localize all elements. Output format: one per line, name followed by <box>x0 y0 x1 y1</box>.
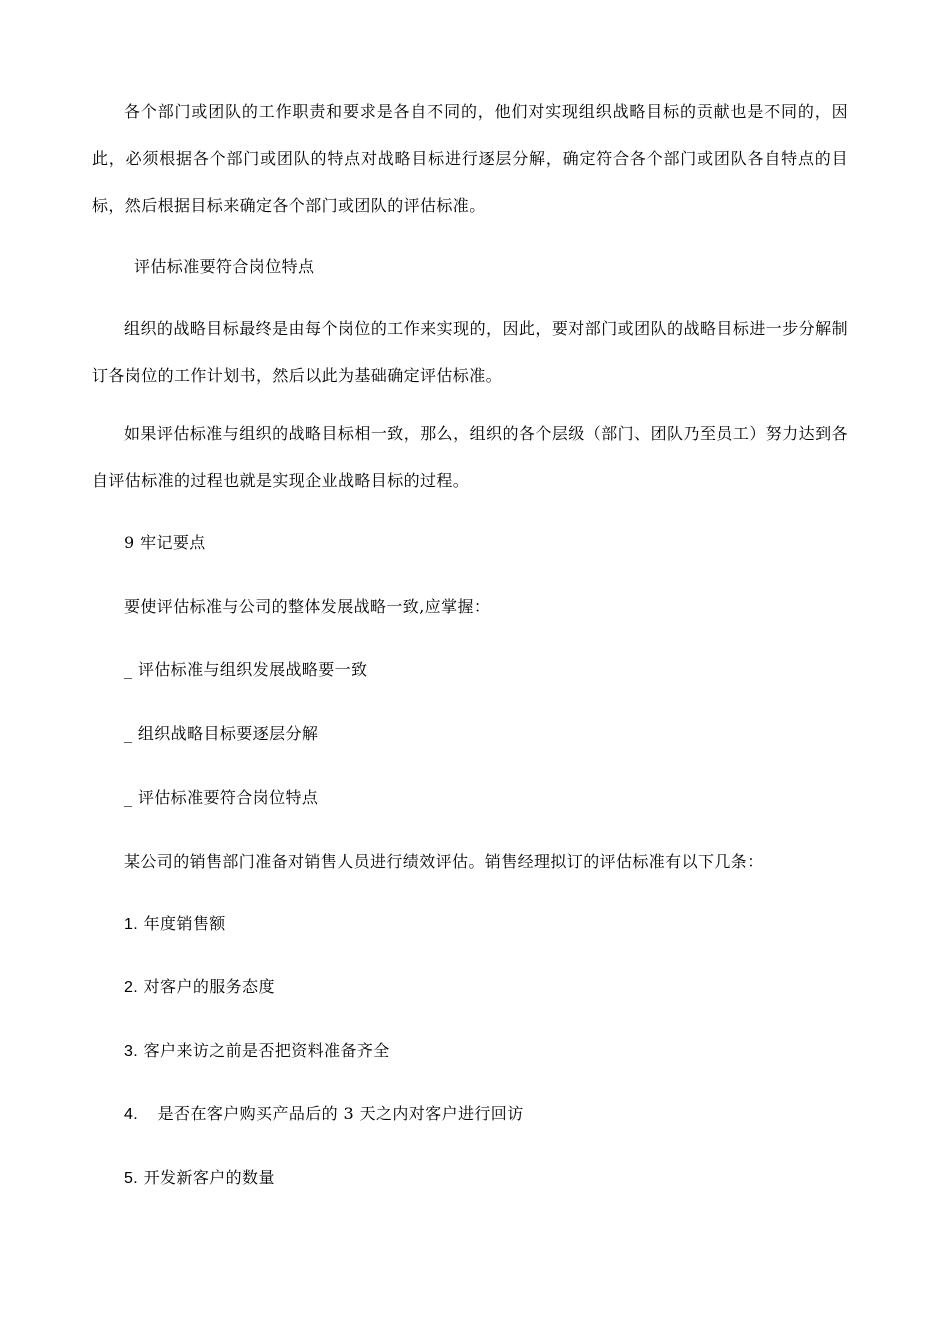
keypoint-title: 9 牢记要点 <box>124 533 206 552</box>
criteria-item <box>124 1102 524 1127</box>
criteria-item <box>124 912 226 937</box>
case-intro: 某公司的销售部门准备对销售人员进行绩效评估。销售经理拟订的评估标准有以下几条： <box>124 852 764 871</box>
criteria-number: 2. <box>124 979 139 996</box>
criteria-text: 对客户的服务态度 <box>143 977 275 996</box>
criteria-text: 开发新客户的数量 <box>143 1168 275 1187</box>
criteria-item <box>124 1039 390 1064</box>
paragraph-position-work-plan: 组织的战略目标最终是由每个岗位的工作来实现的，因此，要对部门或团队的战略目标进一步分解制订各岗位的工作计划书，然后以此为基础确定评估标准。 <box>92 319 848 385</box>
bullet-item: _ 评估标准要符合岗位特点 <box>124 788 319 807</box>
criteria-number: 3. <box>124 1043 139 1060</box>
criteria-item <box>124 1166 275 1191</box>
keypoint-intro: 要使评估标准与公司的整体发展战略一致,应掌握： <box>124 597 491 616</box>
criteria-text: 是否在客户购买产品后的 3 天之内对客户进行回访 <box>157 1104 524 1123</box>
criteria-text: 客户来访之前是否把资料准备齐全 <box>143 1041 390 1060</box>
criteria-item <box>124 975 275 1000</box>
criteria-text: 年度销售额 <box>143 914 226 933</box>
section-heading-position-fit: 评估标准要符合岗位特点 <box>134 257 315 276</box>
criteria-number: 1. <box>124 916 139 933</box>
bullet-item: _ 评估标准与组织发展战略要一致 <box>124 660 368 679</box>
criteria-number: 5. <box>124 1170 139 1187</box>
criteria-number: 4. <box>124 1106 139 1123</box>
paragraph-consistency: 如果评估标准与组织的战略目标相一致，那么，组织的各个层级（部门、团队乃至员工）努力达到各自评估标准的过程也就是实现企业战略目标的过程。 <box>92 424 848 490</box>
paragraph-department-goals: 各个部门或团队的工作职责和要求是各自不同的，他们对实现组织战略目标的贡献也是不同的，因此，必须根据各个部门或团队的特点对战略目标进行逐层分解，确定符合各个部门或团队各自特点的目标，然后根据目标来确定各个部门或团队的评估标准。 <box>92 102 848 215</box>
bullet-item: _ 组织战略目标要逐层分解 <box>124 724 319 743</box>
